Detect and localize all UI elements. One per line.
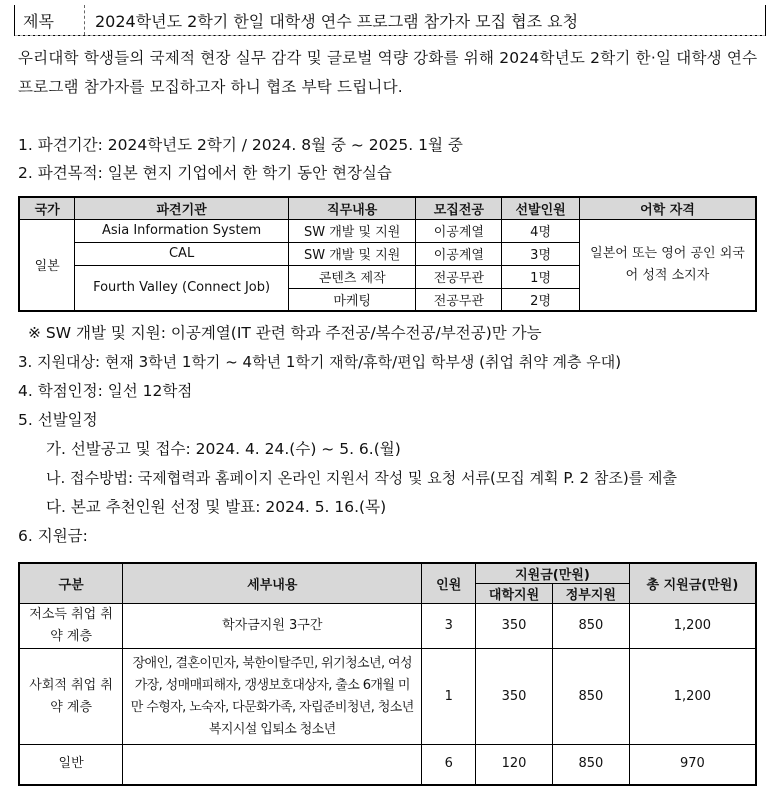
item-target: 3. 지원대상: 현재 3학년 1학기 ~ 4학년 1학기 재학/휴학/편입 학부생 (취업 취약 계층 우대) bbox=[18, 353, 622, 371]
divider bbox=[15, 35, 765, 36]
country-cell: 일본 bbox=[19, 219, 75, 311]
column-header: 총 지원금(만원) bbox=[629, 563, 756, 604]
count-cell: 3명 bbox=[502, 242, 580, 265]
table-row bbox=[19, 649, 756, 745]
item-funding-title: 6. 지원금: bbox=[18, 527, 88, 545]
org-cell: Asia Information System bbox=[75, 219, 289, 242]
org-cell: CAL bbox=[75, 242, 289, 265]
gov-cell: 850 bbox=[552, 745, 629, 785]
type-cell: 사회적 취업 취약 계층 bbox=[19, 649, 123, 745]
total-cell: 1,200 bbox=[629, 604, 756, 649]
table-row bbox=[19, 745, 756, 785]
column-header: 정부지원 bbox=[552, 584, 629, 604]
count-cell: 1명 bbox=[502, 265, 580, 288]
people-cell: 1 bbox=[422, 649, 476, 745]
people-cell: 6 bbox=[422, 745, 476, 785]
univ-cell: 350 bbox=[476, 604, 553, 649]
table-header-row bbox=[19, 563, 756, 584]
job-cell: 콘텐츠 제작 bbox=[288, 265, 416, 288]
type-cell: 저소득 취업 취약 계층 bbox=[19, 604, 123, 649]
item-note: ※ SW 개발 및 지원: 이공계열(IT 관련 학과 주전공/복수전공/부전공)만 가능 bbox=[28, 324, 542, 342]
detail-cell: 학자금지원 3구간 bbox=[123, 604, 422, 649]
item-schedule-c: 다. 본교 추천인원 선정 및 발표: 2024. 5. 16.(목) bbox=[46, 498, 387, 516]
item-schedule-b: 나. 접수방법: 국제협력과 홈페이지 온라인 지원서 작성 및 요청 서류(모집 계획 P. 2 참조)를 제출 bbox=[46, 469, 677, 487]
language-cell: 일본어 또는 영어 공인 외국어 성적 소지자 bbox=[579, 219, 756, 311]
placement-table bbox=[18, 196, 757, 312]
count-cell: 4명 bbox=[502, 219, 580, 242]
funding-table bbox=[18, 562, 757, 786]
item-purpose: 2. 파견목적: 일본 현지 기업에서 한 학기 동안 현장실습 bbox=[18, 164, 392, 182]
column-header: 어학 자격 bbox=[579, 197, 756, 219]
detail-cell bbox=[123, 745, 422, 785]
column-header: 세부내용 bbox=[123, 563, 422, 604]
subject-box bbox=[14, 5, 766, 36]
people-cell: 3 bbox=[422, 604, 476, 649]
univ-cell: 120 bbox=[476, 745, 553, 785]
job-cell: 마케팅 bbox=[288, 288, 416, 311]
column-header: 인원 bbox=[422, 563, 476, 604]
job-cell: SW 개발 및 지원 bbox=[288, 242, 416, 265]
table-header-row bbox=[19, 197, 756, 219]
subject-title: 2024학년도 2학기 한일 대학생 연수 프로그램 참가자 모집 협조 요청 bbox=[95, 11, 579, 31]
column-header: 직무내용 bbox=[288, 197, 416, 219]
column-header: 선발인원 bbox=[502, 197, 580, 219]
table-row bbox=[19, 219, 756, 242]
item-period: 1. 파견기간: 2024학년도 2학기 / 2024. 8월 중 ~ 2025. 1월 중 bbox=[18, 136, 463, 154]
detail-cell: 장애인, 결혼이민자, 북한이탈주민, 위기청소년, 여성가장, 성매매피해자, 갱생보호대상자, 출소 6개월 미만 수형자, 노숙자, 다문화가족, 자립준비청년, 청소년복지시설 입퇴소 청소년 bbox=[123, 649, 422, 745]
total-cell: 970 bbox=[629, 745, 756, 785]
column-header: 파견기관 bbox=[75, 197, 289, 219]
column-header: 지원금(만원) bbox=[476, 563, 630, 584]
major-cell: 이공계열 bbox=[416, 219, 502, 242]
total-cell: 1,200 bbox=[629, 649, 756, 745]
univ-cell: 350 bbox=[476, 649, 553, 745]
gov-cell: 850 bbox=[552, 649, 629, 745]
column-header: 모집전공 bbox=[416, 197, 502, 219]
column-header: 대학지원 bbox=[476, 584, 553, 604]
major-cell: 전공무관 bbox=[416, 265, 502, 288]
column-header: 국가 bbox=[19, 197, 75, 219]
type-cell: 일반 bbox=[19, 745, 123, 785]
column-header: 구분 bbox=[19, 563, 123, 604]
gov-cell: 850 bbox=[552, 604, 629, 649]
count-cell: 2명 bbox=[502, 288, 580, 311]
item-schedule-title: 5. 선발일정 bbox=[18, 411, 98, 429]
org-cell: Fourth Valley (Connect Job) bbox=[75, 265, 289, 311]
subject-label: 제목 bbox=[15, 5, 85, 35]
item-credit: 4. 학점인정: 일선 12학점 bbox=[18, 382, 193, 400]
intro-paragraph: 우리대학 학생들의 국제적 현장 실무 감각 및 글로벌 역량 강화를 위해 2024학년도 2학기 한·일 대학생 연수 프로그램 참가자를 모집하고자 하니 협조 부탁 드립니다. bbox=[18, 49, 758, 96]
item-schedule-a: 가. 선발공고 및 접수: 2024. 4. 24.(수) ~ 5. 6.(월) bbox=[46, 440, 401, 458]
major-cell: 전공무관 bbox=[416, 288, 502, 311]
table-row bbox=[19, 604, 756, 649]
major-cell: 이공계열 bbox=[416, 242, 502, 265]
job-cell: SW 개발 및 지원 bbox=[288, 219, 416, 242]
